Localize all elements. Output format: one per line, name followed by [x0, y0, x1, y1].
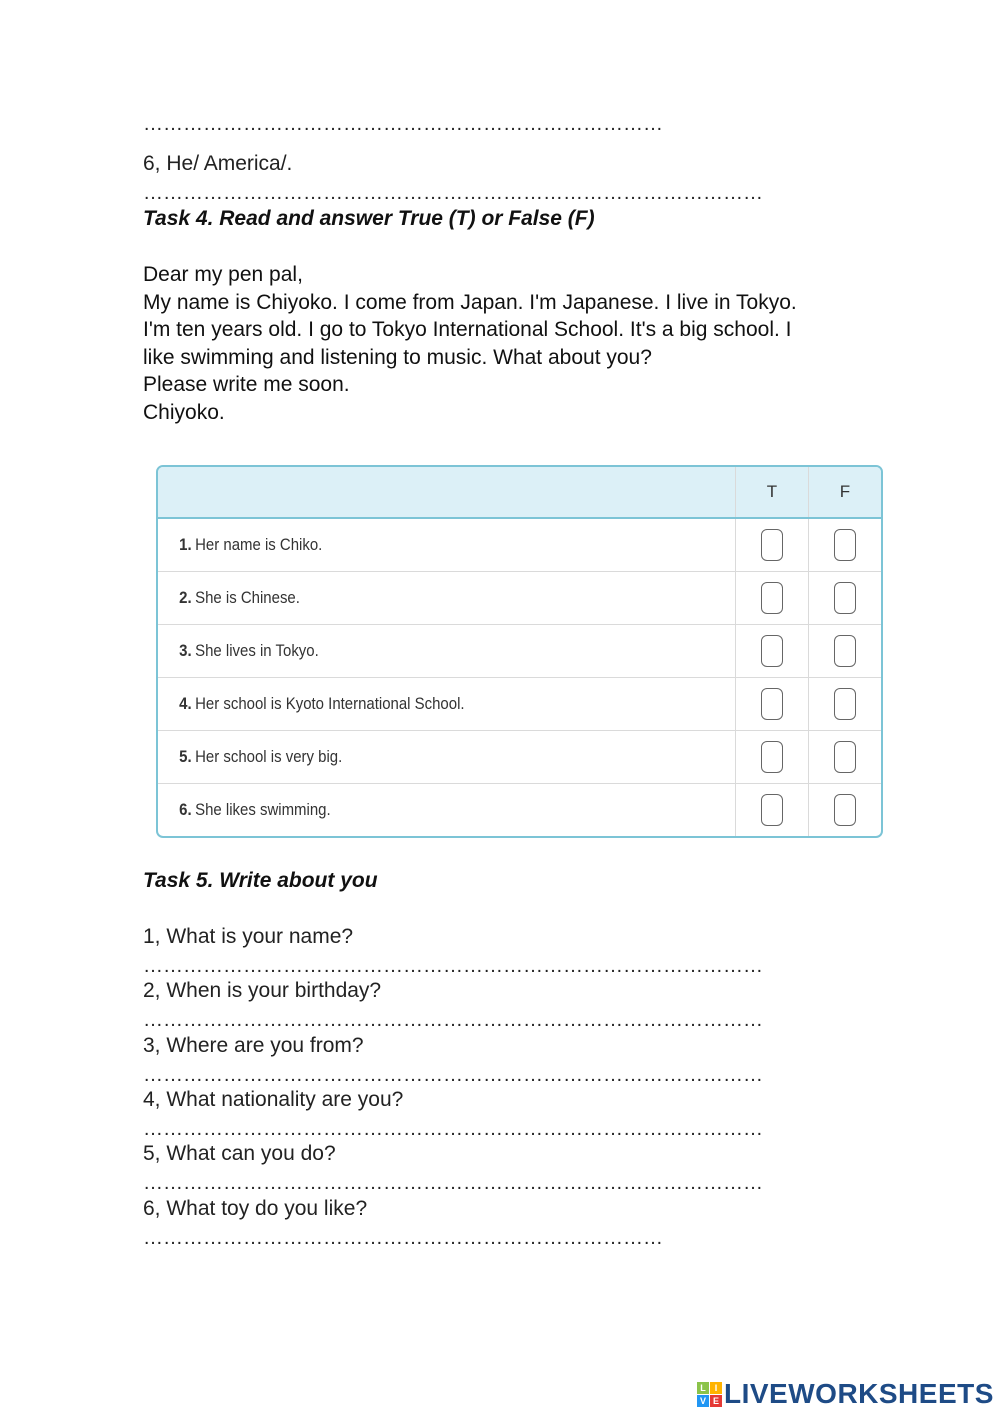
letter-line: My name is Chiyoko. I come from Japan. I'm Japanese. I live in Tokyo.: [143, 290, 797, 314]
answer-line[interactable]: …………………………………………………………………………………: [143, 1118, 763, 1140]
answer-line[interactable]: ……………………………………………………………………: [143, 113, 663, 135]
header-true: T: [735, 467, 808, 517]
true-checkbox[interactable]: [761, 529, 783, 561]
pen-pal-letter: [143, 261, 903, 426]
logo-icon: L I V E: [697, 1382, 722, 1407]
statement: 4. Her school is Kyoto International School.: [179, 694, 465, 713]
statement: 6. She likes swimming.: [179, 800, 331, 819]
table-row: [158, 519, 881, 572]
question-text: 2, When is your birthday?: [143, 979, 382, 1002]
false-checkbox[interactable]: [834, 688, 856, 720]
table-row: [158, 625, 881, 678]
false-checkbox[interactable]: [834, 582, 856, 614]
true-false-table: [156, 465, 883, 838]
answer-line[interactable]: …………………………………………………………………………………: [143, 955, 763, 977]
header-false: F: [808, 467, 881, 517]
answer-line[interactable]: …………………………………………………………………………………: [143, 1064, 763, 1086]
statement: 2. She is Chinese.: [179, 588, 300, 607]
liveworksheets-logo: [697, 1378, 994, 1410]
answer-line[interactable]: …………………………………………………………………………………: [143, 182, 763, 204]
question-text: 4, What nationality are you?: [143, 1088, 404, 1111]
answer-line[interactable]: …………………………………………………………………………………: [143, 1172, 763, 1194]
false-checkbox[interactable]: [834, 635, 856, 667]
logo-text: LIVEWORKSHEETS: [724, 1378, 994, 1409]
false-checkbox[interactable]: [834, 529, 856, 561]
question-text: 6, He/ America/.: [143, 152, 293, 175]
false-checkbox[interactable]: [834, 741, 856, 773]
letter-line: like swimming and listening to music. What about you?: [143, 345, 652, 369]
letter-line: Chiyoko.: [143, 400, 225, 424]
task5-title: Task 5. Write about you: [143, 869, 378, 892]
true-checkbox[interactable]: [761, 635, 783, 667]
table-row: [158, 572, 881, 625]
question-text: 1, What is your name?: [143, 925, 354, 948]
table-row: [158, 731, 881, 784]
answer-line[interactable]: …………………………………………………………………………………: [143, 1009, 763, 1031]
statement: 3. She lives in Tokyo.: [179, 641, 319, 660]
task4-title: Task 4. Read and answer True (T) or False (F): [143, 207, 595, 230]
false-checkbox[interactable]: [834, 794, 856, 826]
true-checkbox[interactable]: [761, 794, 783, 826]
table-row: [158, 678, 881, 731]
statement: 1. Her name is Chiko.: [179, 535, 323, 554]
question-text: 5, What can you do?: [143, 1142, 336, 1165]
true-checkbox[interactable]: [761, 741, 783, 773]
true-checkbox[interactable]: [761, 688, 783, 720]
question-text: 3, Where are you from?: [143, 1034, 364, 1057]
answer-line[interactable]: ……………………………………………………………………: [143, 1227, 663, 1249]
letter-line: Dear my pen pal,: [143, 263, 303, 286]
table-header: [158, 467, 881, 519]
statement: 5. Her school is very big.: [179, 747, 343, 766]
letter-line: I'm ten years old. I go to Tokyo International School. It's a big school. I: [143, 318, 792, 341]
true-checkbox[interactable]: [761, 582, 783, 614]
question-text: 6, What toy do you like?: [143, 1197, 368, 1220]
table-row: [158, 784, 881, 836]
letter-line: Please write me soon.: [143, 373, 350, 396]
